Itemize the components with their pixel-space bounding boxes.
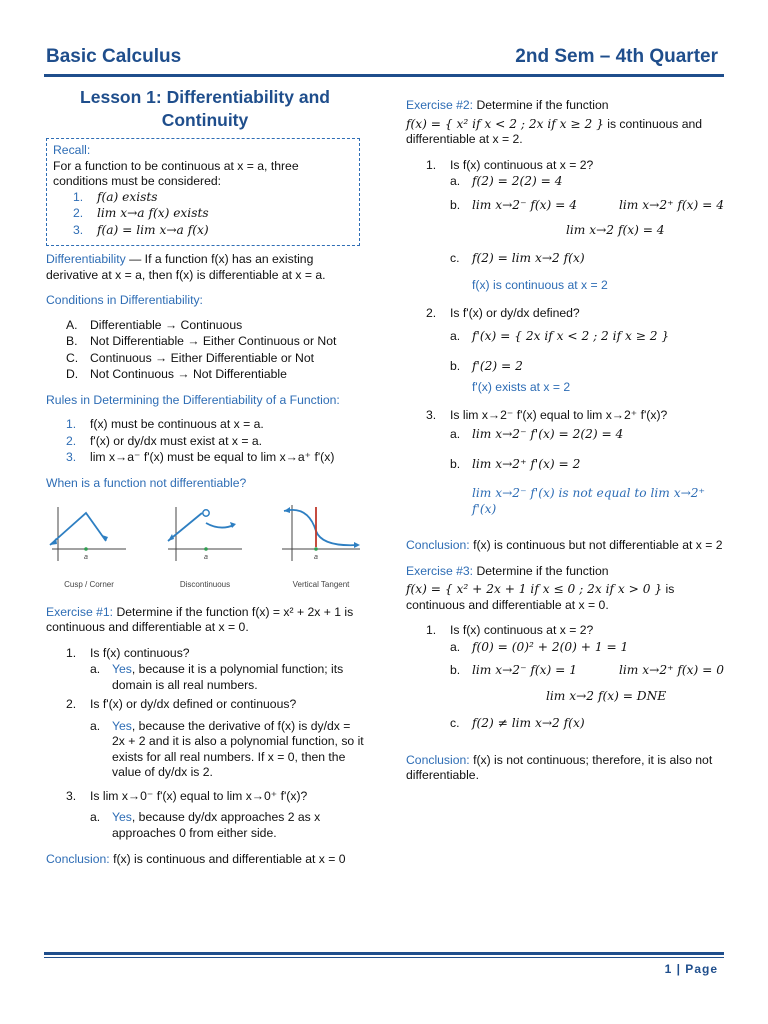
exercise3-prompt-tail: is continuous and differentiable at x = 0. <box>406 582 675 612</box>
arrow-head <box>50 538 57 545</box>
list-marker: 3. <box>73 222 84 237</box>
list-item: a. f(0) = (0)² + 2(0) + 1 = 1 <box>450 639 629 654</box>
list-marker: A. <box>66 317 78 332</box>
list-item: 1. Is f(x) continuous at x = 2? <box>426 623 594 637</box>
list-text: Not Continuous → Not Differentiable <box>90 367 287 381</box>
figure-cusp <box>46 501 132 593</box>
function-definition: f(x) = { x² if x < 2 ; 2x if x ≥ 2 } <box>406 116 604 131</box>
right-branch <box>206 523 234 528</box>
list-marker: 2. <box>66 433 77 448</box>
answer-text: lim x→2⁺ f'(x) = 2 <box>472 456 581 471</box>
right-limit: lim x→2⁺ f(x) = 4 <box>619 197 724 212</box>
conclusion-text: f(x) is continuous but not differentiable at x = 2 <box>469 538 723 552</box>
question-text: Is lim x→2⁻ f'(x) equal to lim x→2⁺ f'(x)? <box>450 407 668 422</box>
list-item <box>66 367 364 383</box>
exercise2-prompt-tail: is continuous and differentiable at x = 2. <box>406 116 703 146</box>
list-item <box>66 450 364 466</box>
list-marker: C. <box>66 350 79 365</box>
left-column <box>46 86 364 868</box>
recall-label: Recall: <box>53 143 91 157</box>
list-item <box>426 380 724 396</box>
conclusion-label: Conclusion: <box>406 538 470 552</box>
conditions-heading: Conditions in Differentiability: <box>46 293 203 307</box>
term-label: 2nd Sem – 4th Quarter <box>515 46 718 67</box>
header-rule <box>44 74 724 77</box>
list-text: Differentiable → Continuous <box>90 317 243 332</box>
list-item: 3. Is lim x→0⁻ f'(x) equal to lim x→0⁺ f'(x)? <box>66 788 308 803</box>
list-item: a. lim x→2⁻ f'(x) = 2(2) = 4 <box>450 427 624 441</box>
figure-caption: Vertical Tangent <box>292 580 350 589</box>
answer-yes: Yes <box>112 810 132 824</box>
discontinuous-graph <box>162 501 248 573</box>
tangent-curve <box>284 510 358 545</box>
differentiability-text: — If a function f(x) has an existing derivative at x = a, then f(x) is differentiable at x = a. <box>46 252 326 282</box>
answer-text: f(0) = (0)² + 2(0) + 1 = 1 <box>472 639 629 654</box>
recall-list <box>53 190 353 239</box>
point-a <box>314 547 318 551</box>
exercise2-prompt-text: Determine if the function <box>473 98 609 112</box>
list-item <box>73 206 353 222</box>
two-sided-limit: lim x→2 f(x) = 4 <box>566 223 665 237</box>
question-text: Is f(x) continuous? <box>90 645 190 660</box>
list-item <box>426 689 724 705</box>
differentiability-term: Differentiability <box>46 252 126 266</box>
list-text: f'(x) or dy/dx must exist at x = a. <box>90 433 262 448</box>
rules-list <box>46 417 364 466</box>
answer-text: , because dy/dx approaches 2 as x approaches 0 from either side. <box>112 810 321 840</box>
right-column <box>406 98 724 784</box>
list-item <box>73 223 353 239</box>
list-item: 2. Is f'(x) or dy/dx defined? <box>426 305 580 320</box>
conclusion-label: Conclusion: <box>406 752 470 767</box>
list-item <box>426 278 724 294</box>
course-title: Basic Calculus <box>46 46 182 67</box>
conclusion-text: f(x) is not continuous; therefore, it is also not differentiable. <box>406 752 713 782</box>
list-text: f(a) = lim x→a f(x) <box>97 222 209 237</box>
axis-label: a <box>314 554 318 561</box>
footer-rule-thin <box>44 957 724 958</box>
list-item: b. f'(2) = 2 <box>450 358 523 373</box>
answer-text: f'(2) = 2 <box>472 358 523 373</box>
figure-caption: Discontinuous <box>179 580 231 589</box>
question-text: Is lim x→0⁻ f'(x) equal to lim x→0⁺ f'(x)? <box>90 788 308 803</box>
answer-yes: Yes <box>112 718 132 733</box>
list-item: c. f(2) ≠ lim x→2 f(x) <box>450 716 585 730</box>
footer-rule <box>44 952 724 955</box>
exercise3-questions <box>406 623 724 732</box>
exercise2-label: Exercise #2: <box>406 98 474 112</box>
exercise1-questions <box>46 646 364 842</box>
result-text: f(x) is continuous at x = 2 <box>472 278 608 292</box>
exercise3-conclusion <box>406 753 724 784</box>
conclusion-label: Conclusion: <box>46 852 110 866</box>
left-limit: lim x→2⁻ f(x) = 4 <box>472 197 577 212</box>
rules-heading: Rules in Determining the Differentiability of a Function: <box>46 392 340 407</box>
conditions-list <box>46 318 364 383</box>
list-text: f(x) must be continuous at x = a. <box>90 417 264 431</box>
two-sided-limit: lim x→2 f(x) = DNE <box>546 688 667 703</box>
right-limit: lim x→2⁺ f(x) = 0 <box>619 663 724 677</box>
exercise3-prompt <box>406 564 724 580</box>
list-item: 2. Is f'(x) or dy/dx defined or continuous? <box>66 697 297 711</box>
exercise1-prompt-text: Determine if the function f(x) = x² + 2x + 1 is continuous and differentiable at x = 0. <box>46 604 354 634</box>
answer-text: lim x→2⁻ f'(x) = 2(2) = 4 <box>472 427 624 441</box>
function-definition: f(x) = { x² + 2x + 1 if x ≤ 0 ; 2x if x > 0 } <box>406 582 663 596</box>
list-marker: 1. <box>66 417 77 431</box>
question-text: Is f'(x) or dy/dx defined or continuous? <box>90 697 297 711</box>
left-limit: lim x→2⁻ f(x) = 1 <box>472 663 577 677</box>
list-item: 1. Is f(x) continuous at x = 2? <box>426 157 594 172</box>
conclusion-text: f(x) is continuous and differentiable at x = 0 <box>109 852 346 866</box>
list-item <box>66 417 364 433</box>
question-text: Is f'(x) or dy/dx defined? <box>450 305 580 320</box>
list-marker: B. <box>66 334 78 348</box>
exercise1-label: Exercise #1: <box>46 604 114 619</box>
answer-text: f(2) ≠ lim x→2 f(x) <box>472 716 585 730</box>
figure-vertical-tangent <box>278 501 364 593</box>
exercise2-function <box>406 117 724 148</box>
recall-intro: For a function to be continuous at x = a, three conditions must be considered: <box>53 158 299 188</box>
arrow-head <box>168 534 174 541</box>
axis-label: a <box>204 554 208 561</box>
list-item: 1. Is f(x) continuous? <box>66 645 190 660</box>
question-text: Is f(x) continuous at x = 2? <box>450 623 594 637</box>
list-item: b. lim x→2⁻ f(x) = 4 lim x→2⁺ f(x) = 4 <box>450 197 724 212</box>
result-text: f'(x) exists at x = 2 <box>472 380 571 394</box>
list-item <box>66 351 364 367</box>
list-text: lim x→a⁻ f'(x) must be equal to lim x→a⁺ f'(x) <box>90 450 335 464</box>
axis-label: a <box>84 554 88 561</box>
exercise1-conclusion <box>46 852 364 868</box>
answer-text: f(2) = 2(2) = 4 <box>472 174 563 188</box>
figure-caption: Cusp / Corner <box>64 580 114 589</box>
list-item: 3. Is lim x→2⁻ f'(x) equal to lim x→2⁺ f'(x)? <box>426 407 668 422</box>
exercise3-label: Exercise #3: <box>406 563 474 578</box>
exercise3-function <box>406 582 724 613</box>
lesson-title: Lesson 1: Differentiability and Continuity <box>80 87 330 130</box>
answer-text: f'(x) = { 2x if x < 2 ; 2 if x ≥ 2 } <box>472 329 670 343</box>
result-text: lim x→2⁻ f'(x) is not equal to lim x→2⁺ f'(x) <box>472 486 705 516</box>
list-item: a. f(2) = 2(2) = 4 <box>450 174 563 188</box>
list-item: c. f(2) = lim x→2 f(x) <box>450 250 585 265</box>
list-item: a. Yes, because the derivative of f(x) is dy/dx = 2x + 2 and it is also a polynomial function, so it exists for all real numbers. If x = 0, then the value of dy/dx is 2. <box>90 718 364 779</box>
not-diff-figures <box>46 501 364 593</box>
list-text: f(a) exists <box>97 189 158 204</box>
differentiability-definition <box>46 252 364 283</box>
exercise1-prompt <box>46 605 364 636</box>
recall-box <box>46 138 360 246</box>
page-number: 1 | Page <box>664 962 718 976</box>
list-item: a. Yes, because it is a polynomial function; its domain is all real numbers. <box>90 662 344 692</box>
exercise2-prompt <box>406 98 724 114</box>
list-item: a. f'(x) = { 2x if x < 2 ; 2 if x ≥ 2 } <box>450 329 670 343</box>
list-item <box>73 190 353 206</box>
list-marker: D. <box>66 367 79 381</box>
list-text: lim x→a f(x) exists <box>97 206 209 220</box>
cusp-graph <box>46 501 132 573</box>
list-item <box>66 334 364 350</box>
answer-text: f(2) = lim x→2 f(x) <box>472 250 585 265</box>
answer-text: , because the derivative of f(x) is dy/dx = 2x + 2 and it is also a polynomial function, so it exists for all real numbers. If x = 0, then the value of dy/dx is 2. <box>112 718 364 779</box>
list-item: b. lim x→2⁺ f'(x) = 2 <box>450 456 581 471</box>
point-a <box>204 547 208 551</box>
list-marker: 2. <box>73 206 84 220</box>
exercise3-prompt-text: Determine if the function <box>473 563 609 578</box>
answer-text: , because it is a polynomial function; its domain is all real numbers. <box>112 662 344 692</box>
list-text: Not Differentiable → Either Continuous or Not <box>90 334 337 348</box>
exercise2-questions <box>406 158 724 518</box>
not-diff-heading: When is a function not differentiable? <box>46 475 247 490</box>
answer-yes: Yes <box>112 662 132 676</box>
open-point <box>203 510 209 516</box>
question-text: Is f(x) continuous at x = 2? <box>450 157 594 172</box>
arrow-head <box>354 542 360 548</box>
point-a <box>84 547 88 551</box>
list-text: Continuous → Either Differentiable or Not <box>90 350 315 365</box>
list-item <box>426 223 724 239</box>
list-item <box>66 318 364 334</box>
list-item <box>66 434 364 450</box>
figure-discontinuous <box>162 501 248 593</box>
exercise2-conclusion <box>406 538 724 554</box>
list-item: a. Yes, because dy/dx approaches 2 as x approaches 0 from either side. <box>90 810 321 840</box>
list-item: b. lim x→2⁻ f(x) = 1 lim x→2⁺ f(x) = 0 <box>450 663 724 677</box>
vertical-tangent-graph <box>278 501 364 573</box>
list-marker: 3. <box>66 450 77 464</box>
list-marker: 1. <box>73 189 84 204</box>
list-item <box>426 486 724 517</box>
